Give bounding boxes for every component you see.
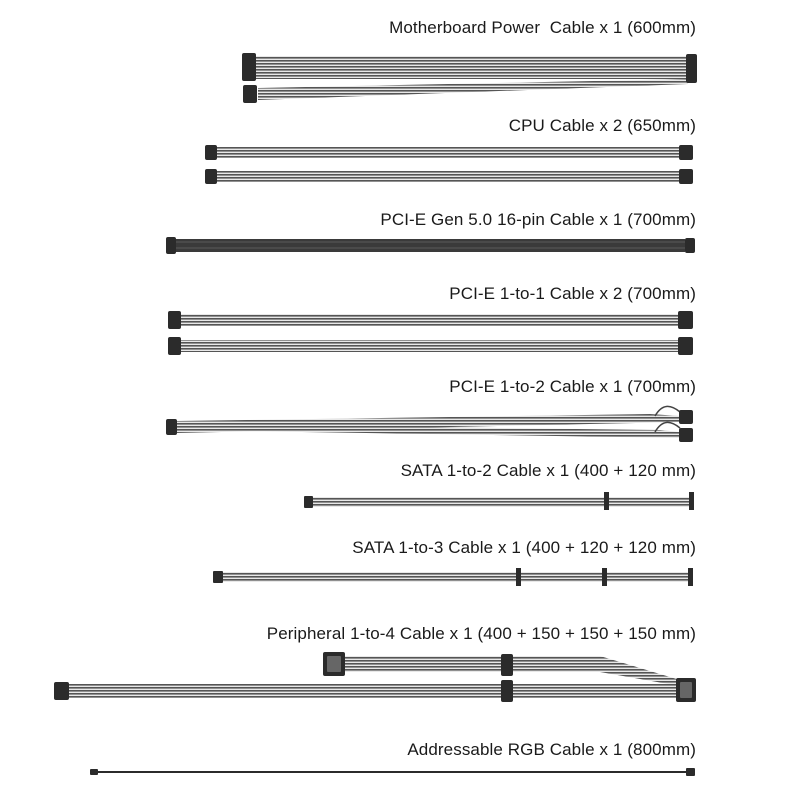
motherboard-psu-connector xyxy=(686,54,697,83)
label-cpu-cable: CPU Cable x 2 (650mm) xyxy=(508,116,696,135)
label-pcie-1to1-cable: PCI-E 1-to-1 Cable x 2 (700mm) xyxy=(449,284,696,303)
pcie-1to1-cable-2 xyxy=(168,337,693,355)
motherboard-power-cable xyxy=(242,53,697,103)
label-pcie-gen5-cable: PCI-E Gen 5.0 16-pin Cable x 1 (700mm) xyxy=(380,210,696,229)
sata-1to2-cable xyxy=(304,492,694,510)
argb-cable xyxy=(90,768,695,776)
cpu-cable-1 xyxy=(205,145,693,160)
label-pcie-1to2-cable: PCI-E 1-to-2 Cable x 1 (700mm) xyxy=(449,377,696,396)
peripheral-1to4-cable xyxy=(54,652,696,702)
motherboard-connector-4pin xyxy=(243,85,257,103)
label-sata-1to2-cable: SATA 1-to-2 Cable x 1 (400 + 120 mm) xyxy=(400,461,696,480)
motherboard-connector-24pin xyxy=(242,53,256,81)
pcie-1to1-cable-1 xyxy=(168,311,693,329)
label-peripheral-1to4-cable: Peripheral 1-to-4 Cable x 1 (400 + 150 + 150 + 150 mm) xyxy=(266,624,696,643)
cpu-cable-2 xyxy=(205,169,693,184)
label-argb-cable: Addressable RGB Cable x 1 (800mm) xyxy=(407,740,696,759)
pcie-1to2-cable xyxy=(166,406,693,442)
pcie-gen5-cable xyxy=(166,237,695,254)
label-sata-1to3-cable: SATA 1-to-3 Cable x 1 (400 + 120 + 120 mm) xyxy=(352,538,696,557)
sata-1to3-cable xyxy=(213,568,693,586)
label-motherboard-cable: Motherboard Power Cable x 1 (600mm) xyxy=(389,18,696,37)
